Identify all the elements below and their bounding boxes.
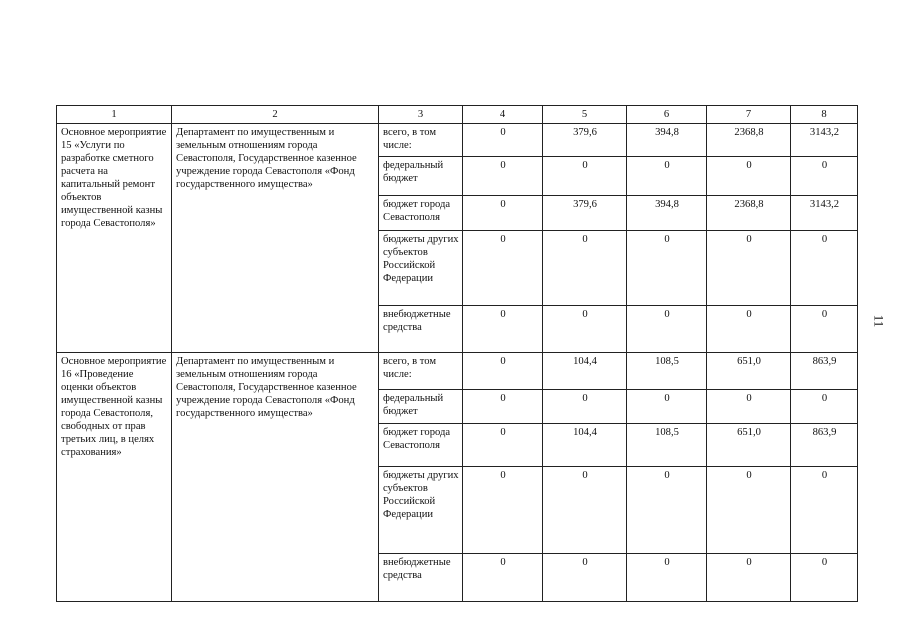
executor-cell: Департамент по имущественным и земельным отношениям города Севастополя, Государственное казенное учреждение города Севастополя «Фонд государственного имущества» [172,124,379,353]
value-cell: 0 [463,231,543,306]
value-cell: 0 [707,157,791,196]
value-cell: 0 [543,390,627,424]
header-cell: 8 [791,106,858,124]
value-cell: 0 [543,467,627,554]
source-cell: внебюджетные средства [379,554,463,602]
value-cell: 0 [627,554,707,602]
source-cell: всего, в том числе: [379,124,463,157]
source-cell: бюджеты других субъектов Российской Федерации [379,467,463,554]
source-cell: всего, в том числе: [379,353,463,390]
page-number: 11 [871,314,887,328]
header-cell: 6 [627,106,707,124]
value-cell: 0 [627,231,707,306]
value-cell: 0 [791,554,858,602]
source-cell: федеральный бюджет [379,390,463,424]
value-cell: 0 [543,157,627,196]
source-cell: бюджет города Севастополя [379,196,463,231]
value-cell: 0 [627,467,707,554]
source-cell: бюджет города Севастополя [379,424,463,467]
value-cell: 0 [627,306,707,353]
source-cell: бюджеты других субъектов Российской Федерации [379,231,463,306]
value-cell: 0 [463,390,543,424]
value-cell: 0 [463,424,543,467]
value-cell: 0 [463,306,543,353]
value-cell: 108,5 [627,424,707,467]
value-cell: 0 [463,353,543,390]
value-cell: 0 [463,157,543,196]
value-cell: 0 [707,231,791,306]
value-cell: 394,8 [627,196,707,231]
value-cell: 3143,2 [791,196,858,231]
value-cell: 0 [791,390,858,424]
value-cell: 0 [707,467,791,554]
header-cell: 2 [172,106,379,124]
value-cell: 2368,8 [707,196,791,231]
value-cell: 104,4 [543,353,627,390]
header-row [57,106,858,124]
header-cell: 4 [463,106,543,124]
value-cell: 0 [707,554,791,602]
header-cell: 5 [543,106,627,124]
value-cell: 2368,8 [707,124,791,157]
value-cell: 0 [627,390,707,424]
header-cell: 1 [57,106,172,124]
value-cell: 0 [463,467,543,554]
value-cell: 651,0 [707,353,791,390]
value-cell: 0 [543,306,627,353]
measure-cell: Основное мероприятие 15 «Услуги по разработке сметного расчета на капитальный ремонт объектов имущественной казны города Севастополя» [57,124,172,353]
value-cell: 0 [791,157,858,196]
value-cell: 108,5 [627,353,707,390]
value-cell: 651,0 [707,424,791,467]
table-row [57,124,858,157]
value-cell: 863,9 [791,353,858,390]
value-cell: 3143,2 [791,124,858,157]
value-cell: 0 [707,390,791,424]
value-cell: 104,4 [543,424,627,467]
value-cell: 0 [543,554,627,602]
value-cell: 0 [463,554,543,602]
value-cell: 0 [543,231,627,306]
value-cell: 0 [707,306,791,353]
source-cell: внебюджетные средства [379,306,463,353]
executor-cell: Департамент по имущественным и земельным отношениям города Севастополя, Государственное казенное учреждение города Севастополя «Фонд государственного имущества» [172,353,379,602]
value-cell: 0 [627,157,707,196]
value-cell: 379,6 [543,196,627,231]
measure-cell: Основное мероприятие 16 «Проведение оценки объектов имущественной казны города Севастополя, свободных от прав третьих лиц, в целях страхования» [57,353,172,602]
value-cell: 0 [791,467,858,554]
header-cell: 7 [707,106,791,124]
table-row [57,353,858,390]
value-cell: 379,6 [543,124,627,157]
header-cell: 3 [379,106,463,124]
value-cell: 0 [791,231,858,306]
source-cell: федеральный бюджет [379,157,463,196]
value-cell: 0 [791,306,858,353]
value-cell: 0 [463,196,543,231]
value-cell: 863,9 [791,424,858,467]
value-cell: 0 [463,124,543,157]
budget-table [56,105,858,602]
value-cell: 394,8 [627,124,707,157]
